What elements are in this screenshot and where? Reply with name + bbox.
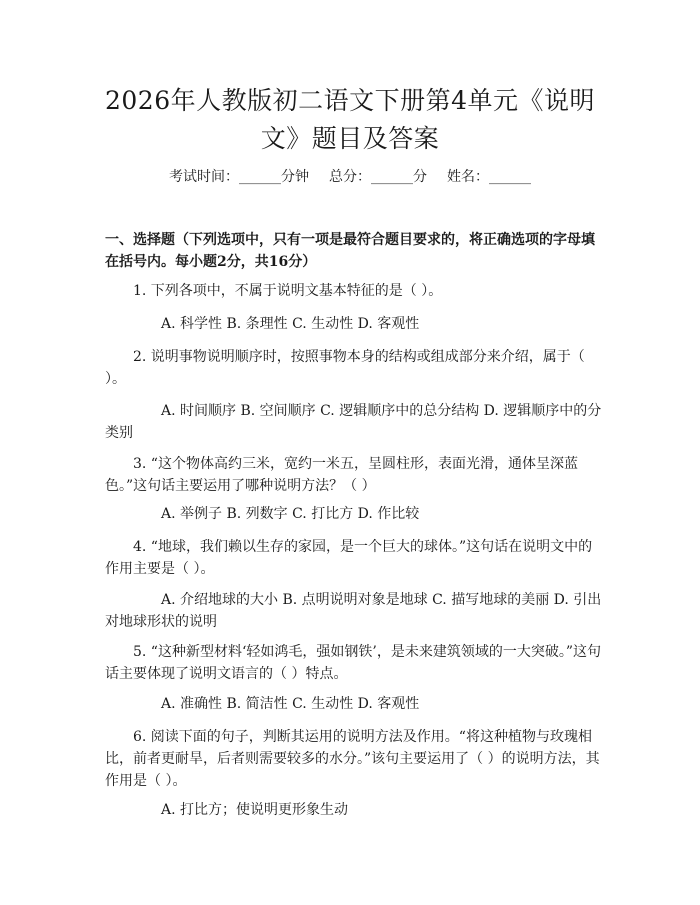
- question-1-options: A. 科学性 B. 条理性 C. 生动性 D. 客观性: [161, 316, 420, 332]
- question-3-stem: 3. “这个物体高约三米，宽约一米五，呈圆柱形，表面光滑，通体呈深蓝色。”这句话主要运用了哪种说明方法？（ ）: [105, 456, 578, 494]
- question-2-options: A. 时间顺序 B. 空间顺序 C. 逻辑顺序中的总分结构 D. 逻辑顺序中的分类别: [105, 403, 602, 441]
- question-5-options: A. 准确性 B. 简洁性 C. 生动性 D. 客观性: [161, 696, 420, 712]
- question-2-stem: 2. 说明事物说明顺序时，按照事物本身的结构或组成部分来介绍，属于（ ）。: [105, 349, 585, 387]
- question-6-stem: 6. 阅读下面的句子，判断其运用的说明方法及作用。“将这种植物与玫瑰相比，前者更耐旱，后者则需要较多的水分。”该句主要运用了（ ）的说明方法，其作用是（ ）。: [105, 729, 600, 789]
- question-3-options: A. 举例子 B. 列数字 C. 打比方 D. 作比较: [161, 506, 420, 522]
- section-heading-choice: 一、选择题（下列选项中，只有一项是最符合题目要求的，将正确选项的字母填在括号内。每小题2分，共16分）: [105, 232, 595, 270]
- document-title: 2026年人教版初二语文下册第4单元《说明文》题目及答案: [104, 86, 596, 153]
- question-1-stem: 1. 下列各项中，不属于说明文基本特征的是（ ）。: [133, 283, 443, 299]
- question-4-options: A. 介绍地球的大小 B. 点明说明对象是地球 C. 描写地球的美丽 D. 引出对地球形状的说明: [105, 592, 602, 630]
- total-score-field: 总分：______分: [329, 169, 427, 185]
- exam-time-field: 考试时间：______分钟: [169, 169, 309, 185]
- question-5-stem: 5. “这种新型材料‘轻如鸿毛，强如钢铁’，是未来建筑领域的一大突破。”这句话主要体现了说明文语言的（ ）特点。: [105, 644, 602, 682]
- exam-meta-line: [0, 166, 700, 188]
- question-4-stem: 4. “地球，我们赖以生存的家园，是一个巨大的球体。”这句话在说明文中的作用主要是（ ）。: [105, 539, 593, 577]
- student-name-field: 姓名：______: [447, 169, 531, 185]
- question-6-options: A. 打比方；使说明更形象生动: [161, 802, 349, 818]
